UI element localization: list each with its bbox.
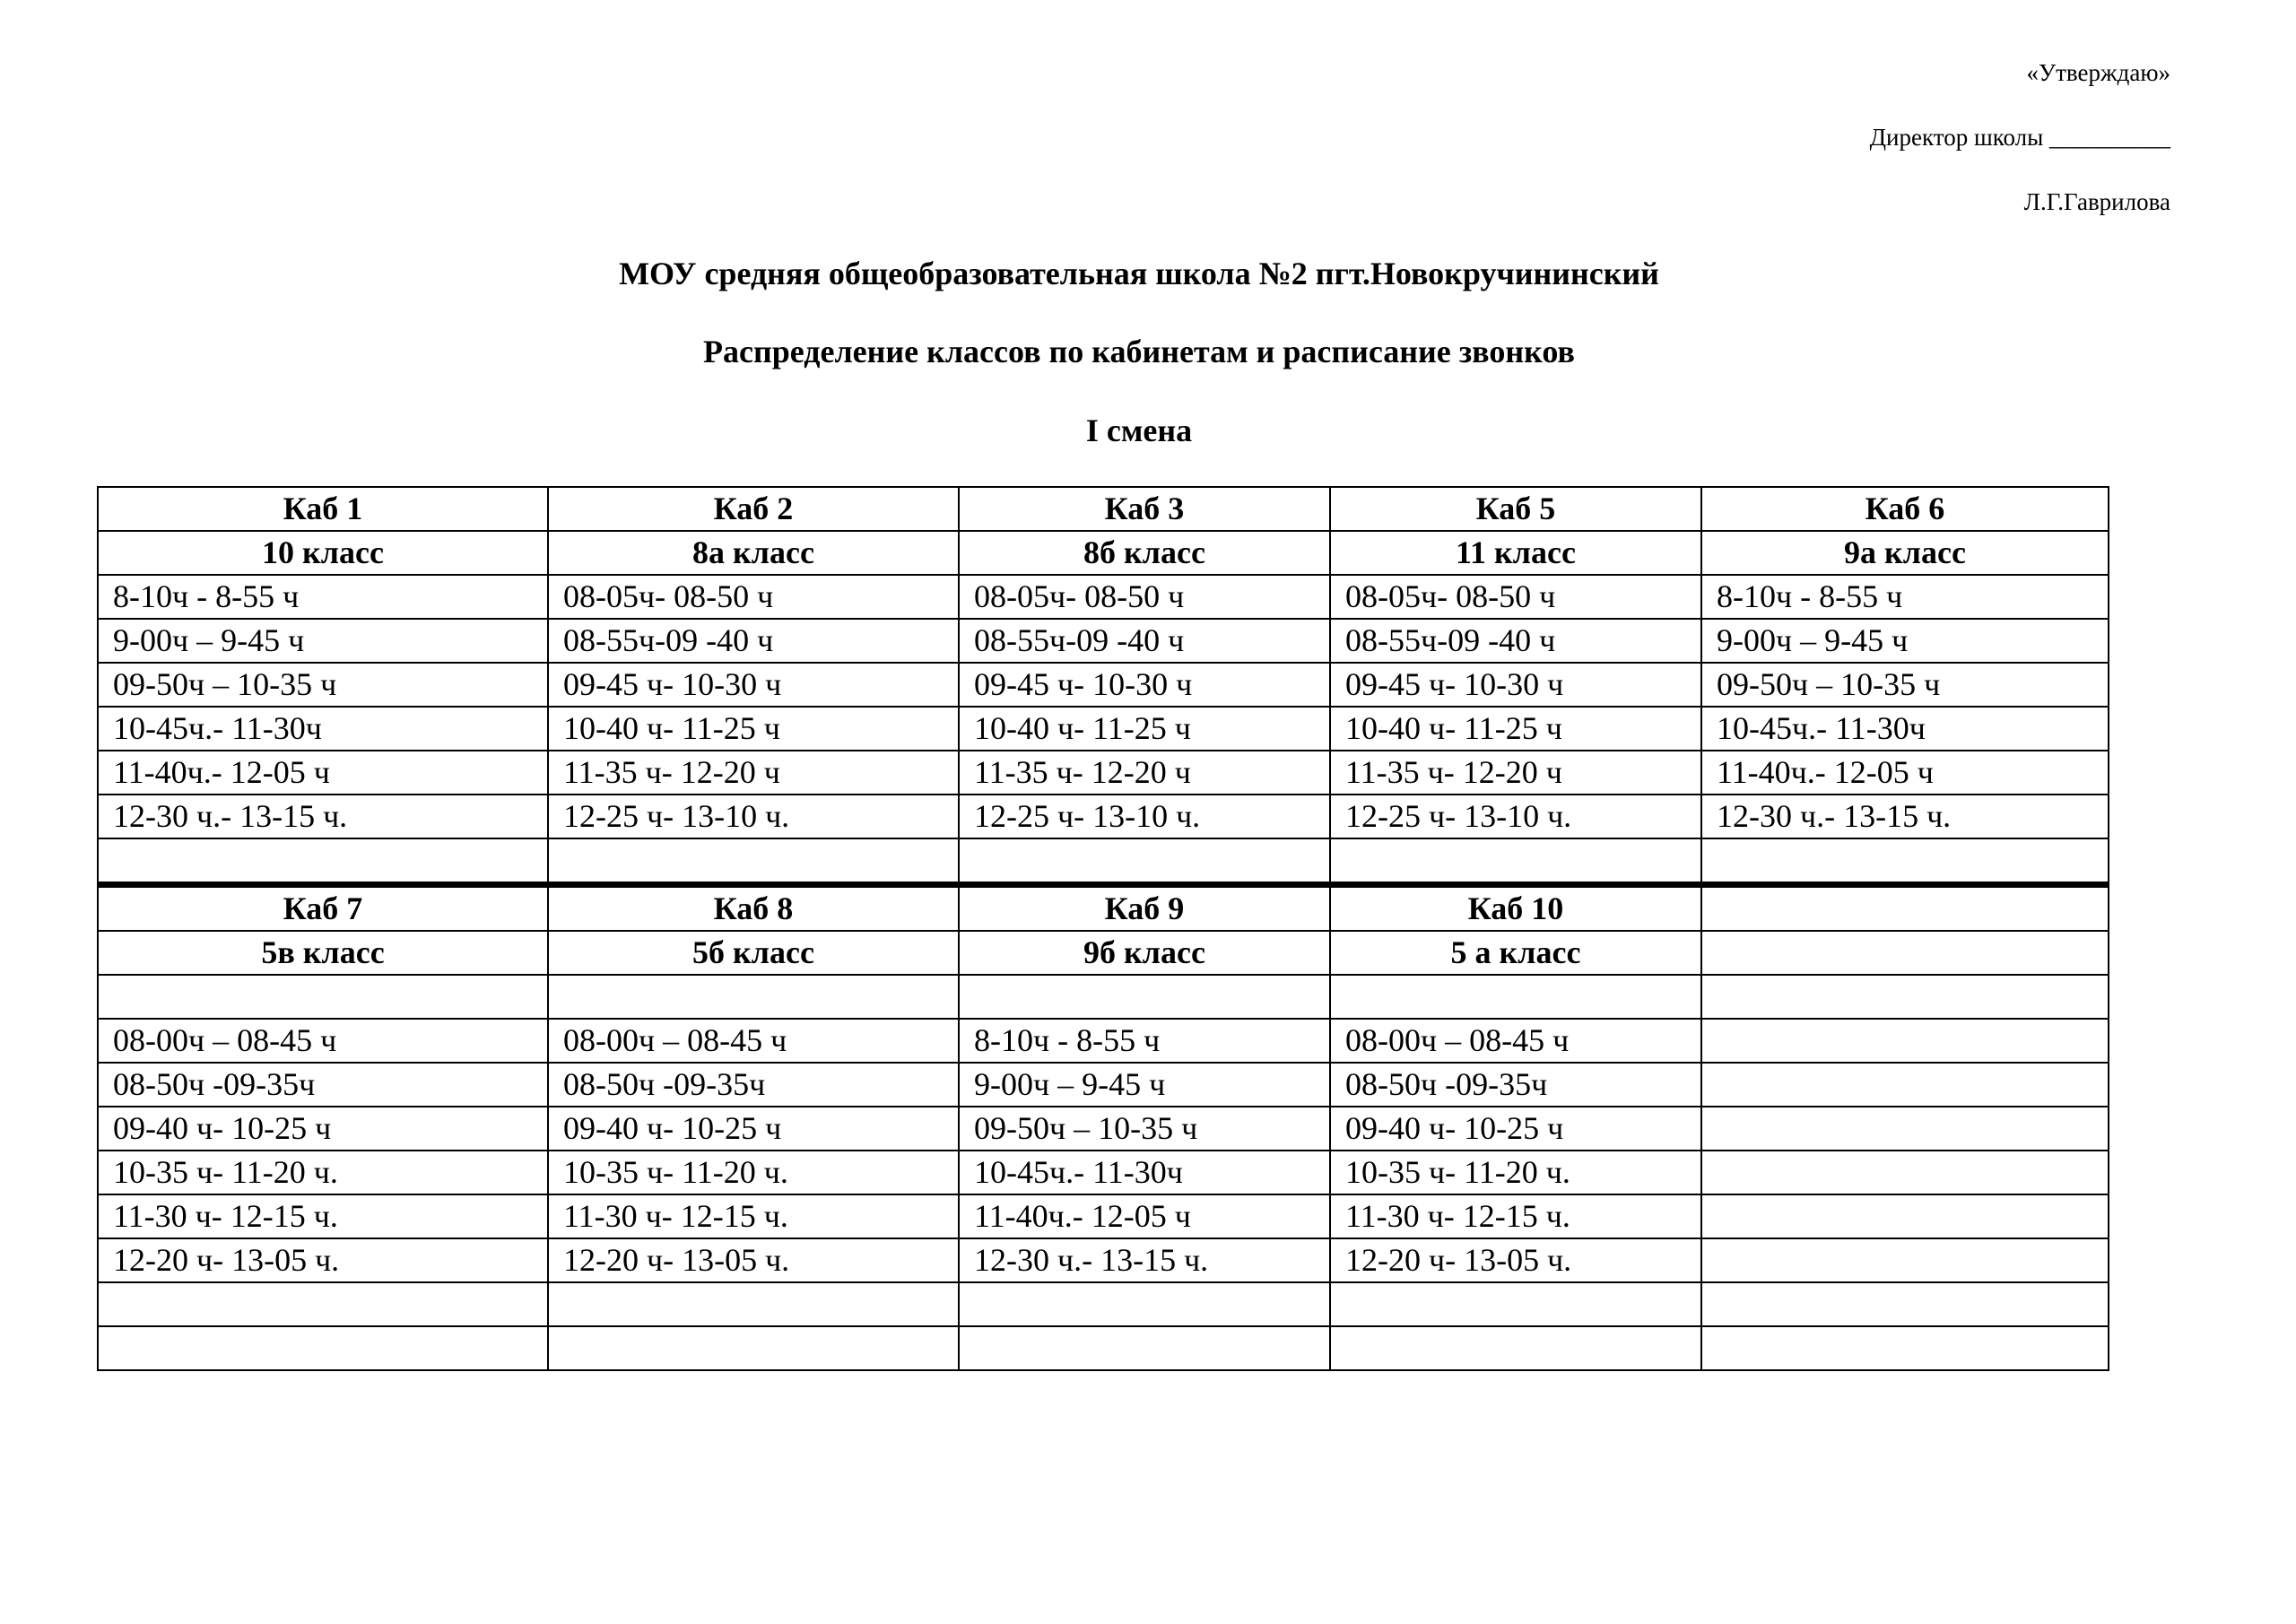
room-header-cell: Каб 2 [548,487,959,531]
room-header-cell [1701,885,2109,932]
room-header-cell: Каб 3 [959,487,1330,531]
time-cell: 12-30 ч.- 13-15 ч. [959,1238,1330,1282]
time-cell: 09-50ч – 10-35 ч [1701,663,2109,707]
time-cell: 09-45 ч- 10-30 ч [959,663,1330,707]
time-cell: 08-50ч -09-35ч [98,1063,548,1107]
time-cell: 11-30 ч- 12-15 ч. [98,1194,548,1238]
empty-cell [98,838,548,885]
time-cell: 08-00ч – 08-45 ч [548,1019,959,1063]
room-header-cell: Каб 6 [1701,487,2109,531]
table-row [98,1063,2109,1107]
time-cell [1701,1194,2109,1238]
empty-cell [548,1326,959,1370]
shift-title: I смена [1085,413,1193,448]
table-row [98,1282,2109,1326]
time-cell: 09-50ч – 10-35 ч [959,1107,1330,1151]
empty-cell [548,1282,959,1326]
class-header-cell: 9а класс [1701,531,2109,575]
time-cell: 09-40 ч- 10-25 ч [1330,1107,1701,1151]
empty-cell [1330,975,1701,1019]
empty-cell [1701,1326,2109,1370]
table-row [98,1151,2109,1194]
time-cell: 08-55ч-09 -40 ч [548,619,959,663]
time-cell: 8-10ч - 8-55 ч [959,1019,1330,1063]
class-header-cell [1701,931,2109,975]
empty-cell [1330,1326,1701,1370]
time-cell: 12-30 ч.- 13-15 ч. [98,795,548,838]
class-header-cell: 8а класс [548,531,959,575]
time-cell: 8-10ч - 8-55 ч [1701,575,2109,619]
empty-cell [1330,1282,1701,1326]
time-cell: 08-50ч -09-35ч [548,1063,959,1107]
time-cell: 08-55ч-09 -40 ч [1330,619,1701,663]
time-cell: 9-00ч – 9-45 ч [98,619,548,663]
table-row [98,885,2109,932]
class-header-cell: 5б класс [548,931,959,975]
room-header-cell: Каб 10 [1330,885,1701,932]
time-cell [1701,1151,2109,1194]
table-row [98,663,2109,707]
time-cell: 09-45 ч- 10-30 ч [548,663,959,707]
time-cell: 08-55ч-09 -40 ч [959,619,1330,663]
time-cell: 10-35 ч- 11-20 ч. [548,1151,959,1194]
time-cell: 11-40ч.- 12-05 ч [959,1194,1330,1238]
room-header-cell: Каб 8 [548,885,959,932]
time-cell: 09-40 ч- 10-25 ч [98,1107,548,1151]
table-row [98,931,2109,975]
school-title: МОУ средняя общеобразовательная школа №2 пгт.Новокручининский [619,256,1659,291]
empty-cell [1330,838,1701,885]
time-cell [1701,1238,2109,1282]
time-cell: 10-40 ч- 11-25 ч [959,707,1330,751]
table-row [98,975,2109,1019]
time-cell: 08-00ч – 08-45 ч [1330,1019,1701,1063]
time-cell: 11-30 ч- 12-15 ч. [548,1194,959,1238]
class-header-cell: 9б класс [959,931,1330,975]
table-row [98,1238,2109,1282]
time-cell: 10-45ч.- 11-30ч [98,707,548,751]
time-cell: 8-10ч - 8-55 ч [98,575,548,619]
time-cell: 10-35 ч- 11-20 ч. [98,1151,548,1194]
time-cell: 11-40ч.- 12-05 ч [98,751,548,795]
table-row [98,707,2109,751]
table-row [98,531,2109,575]
time-cell: 08-05ч- 08-50 ч [548,575,959,619]
room-header-cell: Каб 7 [98,885,548,932]
time-cell: 12-30 ч.- 13-15 ч. [1701,795,2109,838]
table-row [98,751,2109,795]
table-row [98,838,2109,885]
time-cell: 08-05ч- 08-50 ч [1330,575,1701,619]
table-row [98,1019,2109,1063]
room-header-cell: Каб 5 [1330,487,1701,531]
time-cell: 08-50ч -09-35ч [1330,1063,1701,1107]
time-cell: 09-50ч – 10-35 ч [98,663,548,707]
empty-cell [98,975,548,1019]
time-cell: 12-20 ч- 13-05 ч. [548,1238,959,1282]
schedule-table [97,486,2109,1371]
empty-cell [959,975,1330,1019]
time-cell [1701,1063,2109,1107]
time-cell: 12-25 ч- 13-10 ч. [1330,795,1701,838]
table-row [98,1107,2109,1151]
class-header-cell: 5 а класс [1330,931,1701,975]
room-header-cell: Каб 9 [959,885,1330,932]
time-cell: 11-40ч.- 12-05 ч [1701,751,2109,795]
time-cell: 9-00ч – 9-45 ч [1701,619,2109,663]
table-row [98,487,2109,531]
document-title: Распределение классов по кабинетам и расписание звонков [703,334,1575,369]
time-cell: 10-45ч.- 11-30ч [1701,707,2109,751]
empty-cell [959,1326,1330,1370]
time-cell: 11-35 ч- 12-20 ч [548,751,959,795]
class-header-cell: 10 класс [98,531,548,575]
empty-cell [548,975,959,1019]
time-cell: 11-35 ч- 12-20 ч [1330,751,1701,795]
time-cell: 12-25 ч- 13-10 ч. [548,795,959,838]
empty-cell [98,1326,548,1370]
time-cell [1701,1107,2109,1151]
time-cell: 09-40 ч- 10-25 ч [548,1107,959,1151]
table-row [98,1194,2109,1238]
empty-cell [548,838,959,885]
time-cell: 12-25 ч- 13-10 ч. [959,795,1330,838]
empty-cell [98,1282,548,1326]
time-cell: 08-00ч – 08-45 ч [98,1019,548,1063]
director-signature-line: Директор школы __________ [1869,124,2170,151]
time-cell [1701,1019,2109,1063]
empty-cell [959,1282,1330,1326]
table-row [98,575,2109,619]
room-header-cell: Каб 1 [98,487,548,531]
time-cell: 10-40 ч- 11-25 ч [1330,707,1701,751]
time-cell: 10-45ч.- 11-30ч [959,1151,1330,1194]
time-cell: 12-20 ч- 13-05 ч. [1330,1238,1701,1282]
time-cell: 08-05ч- 08-50 ч [959,575,1330,619]
class-header-cell: 11 класс [1330,531,1701,575]
empty-cell [1701,838,2109,885]
table-row [98,1326,2109,1370]
class-header-cell: 5в класс [98,931,548,975]
empty-cell [959,838,1330,885]
time-cell: 11-30 ч- 12-15 ч. [1330,1194,1701,1238]
table-row [98,795,2109,838]
class-header-cell: 8б класс [959,531,1330,575]
empty-cell [1701,975,2109,1019]
time-cell: 09-45 ч- 10-30 ч [1330,663,1701,707]
time-cell: 12-20 ч- 13-05 ч. [98,1238,548,1282]
time-cell: 10-35 ч- 11-20 ч. [1330,1151,1701,1194]
time-cell: 11-35 ч- 12-20 ч [959,751,1330,795]
time-cell: 9-00ч – 9-45 ч [959,1063,1330,1107]
approval-stamp: «Утверждаю» [2026,59,2170,86]
table-row [98,619,2109,663]
time-cell: 10-40 ч- 11-25 ч [548,707,959,751]
director-name: Л.Г.Гаврилова [2023,188,2170,215]
empty-cell [1701,1282,2109,1326]
